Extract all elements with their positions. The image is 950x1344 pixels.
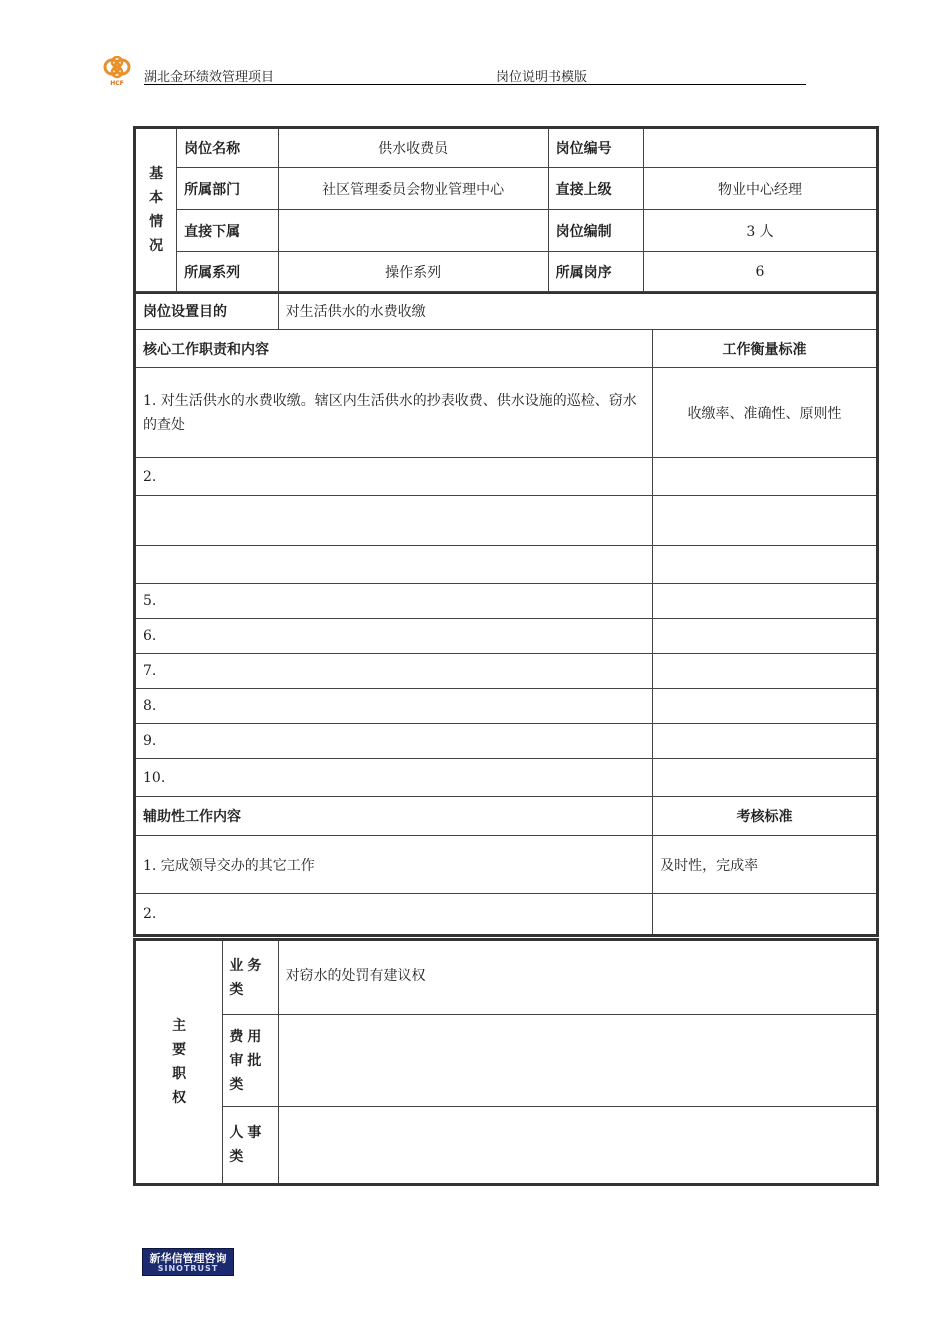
purpose-row — [135, 292, 878, 330]
purpose-label: 岗位设置目的 — [135, 292, 279, 330]
table-row — [135, 584, 878, 619]
aux-content-1: 1. 完成领导交办的其它工作 — [135, 836, 653, 894]
header-doc-title: 岗位说明书模版 — [496, 70, 588, 85]
core-content-2: 2. — [135, 458, 653, 496]
label-position-name: 岗位名称 — [177, 128, 278, 168]
core-content-5: 5. — [135, 584, 653, 619]
core-content-8: 8. — [135, 689, 653, 724]
basic-row — [135, 168, 878, 210]
authority-value-business: 对窃水的处罚有建议权 — [278, 940, 877, 1015]
aux-header-right: 考核标准 — [653, 797, 878, 836]
table-row — [135, 458, 878, 496]
sinotrust-logo-en: SINOTRUST — [157, 1264, 219, 1273]
basic-section-label: 基 本 情 况 — [135, 128, 177, 293]
authority-table — [133, 938, 879, 1186]
aux-standard-2 — [653, 894, 878, 936]
header-divider — [144, 84, 806, 85]
table-row — [135, 496, 878, 546]
authority-category-expense: 费用 审批 类 — [223, 1015, 278, 1107]
table-row — [135, 619, 878, 654]
aux-header-row — [135, 797, 878, 836]
table-row — [135, 836, 878, 894]
core-standard-9 — [653, 724, 878, 759]
purpose-value: 对生活供水的水费收缴 — [278, 292, 877, 330]
authority-section-label: 主 要 职 权 — [135, 940, 223, 1185]
core-content-4 — [135, 546, 653, 584]
label-series: 所属系列 — [177, 252, 278, 293]
core-header-left: 核心工作职责和内容 — [135, 330, 653, 368]
table-row — [135, 654, 878, 689]
value-direct-subordinate — [278, 210, 548, 252]
label-direct-subordinate: 直接下属 — [177, 210, 278, 252]
basic-info-table — [133, 126, 879, 294]
table-row — [135, 689, 878, 724]
authority-value-expense — [278, 1015, 877, 1107]
label-headcount: 岗位编制 — [548, 210, 643, 252]
hcf-logo-icon — [100, 56, 138, 86]
basic-row — [135, 128, 878, 168]
basic-row — [135, 252, 878, 293]
core-content-3 — [135, 496, 653, 546]
label-direct-superior: 直接上级 — [548, 168, 643, 210]
authority-value-personnel — [278, 1107, 877, 1185]
core-standard-4 — [653, 546, 878, 584]
core-standard-6 — [653, 619, 878, 654]
value-headcount: 3 人 — [644, 210, 878, 252]
core-standard-8 — [653, 689, 878, 724]
page-header — [100, 52, 808, 86]
core-content-10: 10. — [135, 759, 653, 797]
authority-row — [135, 1107, 878, 1185]
label-grade: 所属岗序 — [548, 252, 643, 293]
aux-header-left: 辅助性工作内容 — [135, 797, 653, 836]
core-standard-5 — [653, 584, 878, 619]
authority-category-business: 业务 类 — [223, 940, 278, 1015]
label-department: 所属部门 — [177, 168, 278, 210]
table-row — [135, 546, 878, 584]
value-department: 社区管理委员会物业管理中心 — [278, 168, 548, 210]
sinotrust-logo-cn: 新华信管理咨询 — [149, 1252, 227, 1265]
core-standard-3 — [653, 496, 878, 546]
core-header-right: 工作衡量标准 — [653, 330, 878, 368]
aux-content-2: 2. — [135, 894, 653, 936]
core-header-row — [135, 330, 878, 368]
value-series: 操作系列 — [278, 252, 548, 293]
basic-row — [135, 210, 878, 252]
value-direct-superior: 物业中心经理 — [644, 168, 878, 210]
authority-row — [135, 1015, 878, 1107]
core-standard-2 — [653, 458, 878, 496]
table-row — [135, 368, 878, 458]
svg-text:HCF: HCF — [110, 80, 124, 86]
duties-table — [133, 291, 879, 937]
core-content-1: 1. 对生活供水的水费收缴。辖区内生活供水的抄表收费、供水设施的巡检、窃水的查处 — [135, 368, 653, 458]
value-position-number — [644, 128, 878, 168]
authority-row — [135, 940, 878, 1015]
sinotrust-logo — [142, 1248, 234, 1276]
table-row — [135, 759, 878, 797]
value-position-name: 供水收费员 — [278, 128, 548, 168]
table-row — [135, 894, 878, 936]
core-content-6: 6. — [135, 619, 653, 654]
aux-standard-1: 及时性，完成率 — [653, 836, 878, 894]
header-project-name: 湖北金环绩效管理项目 — [144, 70, 275, 85]
core-standard-1: 收缴率、准确性、原则性 — [653, 368, 878, 458]
table-row — [135, 724, 878, 759]
core-content-9: 9. — [135, 724, 653, 759]
value-grade: 6 — [644, 252, 878, 293]
core-content-7: 7. — [135, 654, 653, 689]
label-position-number: 岗位编号 — [548, 128, 643, 168]
authority-category-personnel: 人事 类 — [223, 1107, 278, 1185]
core-standard-7 — [653, 654, 878, 689]
core-standard-10 — [653, 759, 878, 797]
